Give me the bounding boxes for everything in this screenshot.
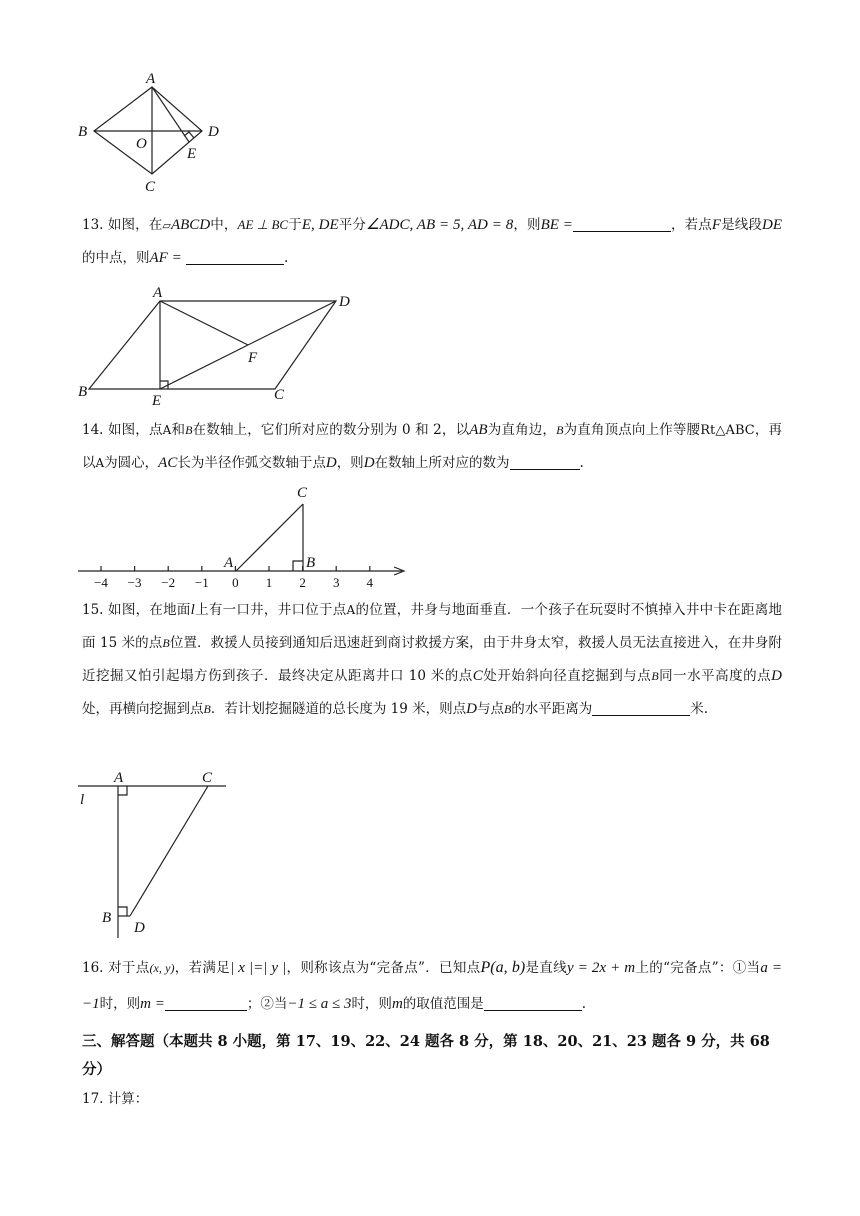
answer-blank-16a[interactable] xyxy=(165,994,247,1011)
label-b: B xyxy=(102,910,112,926)
answer-blank-13b[interactable] xyxy=(186,248,284,265)
label-d: D xyxy=(134,920,145,936)
tick-label: −3 xyxy=(127,575,142,590)
question-16: 16. 对于点(x, y)，若满足| x |=| y |，则称该点为“完备点”．已知点P(a, b)是直线y = 2x + m上的“完备点”：①当a = −1时，则m = ；②当−1 ≤ a ≤ 3时，则m的取值范围是 . xyxy=(82,959,783,1012)
figure-q12-rhombus xyxy=(74,70,234,198)
q16-number: 16. xyxy=(82,960,104,976)
right-angle-mark-a xyxy=(118,786,127,795)
answer-blank-13a[interactable] xyxy=(573,215,671,232)
question-17: 17. 计算： xyxy=(82,1091,149,1107)
label-b: B xyxy=(78,124,88,140)
q13-number: 13. xyxy=(82,217,104,233)
q14-number: 14. xyxy=(82,422,104,438)
label-c: C xyxy=(297,485,308,501)
answer-blank-14[interactable] xyxy=(510,453,580,470)
question-13: 13. 如图，在▱ABCD中，AE ⊥ BC于E, DE平分∠ADC, AB = 5, AD = 8，则BE = ，若点F是线段DE的中点，则AF = . xyxy=(82,217,783,266)
tick-label: 4 xyxy=(366,575,374,590)
label-a: A xyxy=(146,71,156,87)
section-3-title: 三、解答题（本题共 8 小题，第 17、19、22、24 题各 8 分，第 18、20、21、23 题各 9 分，共 68 分） xyxy=(82,1033,770,1078)
label-c: C xyxy=(202,770,213,786)
figure-q14-number-line xyxy=(74,478,414,590)
label-a: A xyxy=(224,555,234,571)
label-a: A xyxy=(153,285,163,301)
figure-q15-well xyxy=(74,762,244,942)
question-14: 14. 如图，点A和B在数轴上，它们所对应的数分别为 0 和 2，以AB为直角边，B为直角顶点向上作等腰Rt△ABC，再以A为圆心，AC长为半径作弧交数轴于点D，则D在数轴上所对应的数为 . xyxy=(82,422,783,471)
tick-label: −4 xyxy=(94,575,108,590)
tick-label: 1 xyxy=(265,575,273,590)
answer-blank-15[interactable] xyxy=(592,699,690,716)
tick-label: 2 xyxy=(299,575,306,590)
label-a: A xyxy=(114,770,124,786)
tick-label: 3 xyxy=(332,575,340,590)
tunnel-cd xyxy=(130,786,208,916)
q17-number: 17. xyxy=(82,1091,104,1107)
tick-label: −2 xyxy=(161,575,176,590)
label-l: l xyxy=(80,792,85,808)
parallelogram-symbol: ▱ xyxy=(162,219,171,232)
right-angle-mark-b xyxy=(293,561,303,571)
label-e: E xyxy=(187,146,197,162)
question-15: 15. 如图，在地面l上有一口井，井口位于点A的位置，井身与地面垂直．一个孩子在玩耍时不慎掉入井中卡在距离地面 15 米的点B位置．救援人员接到通知后迅速赶到商讨救援方案，由于井身太窄，救援人员无法直接进入，在井身附近挖掘又怕引起塌方伤到孩子．最终决定从距离井口 10 米的点C处开始斜向径直挖掘到与点B同一水平高度的点D处，再横向挖掘到点B．若计划挖掘隧道的总长度为 19 米，则点D与点B的水平距离为 米. xyxy=(82,602,783,717)
answer-blank-16b[interactable] xyxy=(484,994,582,1011)
number-line-ticks xyxy=(94,566,373,590)
label-e: E xyxy=(152,393,162,409)
segment-af xyxy=(160,301,248,345)
label-d: D xyxy=(339,294,350,310)
label-f: F xyxy=(248,350,258,366)
label-d: D xyxy=(208,124,219,140)
label-c: C xyxy=(145,179,156,195)
label-b: B xyxy=(306,555,316,571)
label-b: B xyxy=(78,384,88,400)
figure-q13-parallelogram xyxy=(74,280,374,410)
tick-label: −1 xyxy=(194,575,209,590)
label-o: O xyxy=(136,136,147,152)
tick-label: 0 xyxy=(232,575,239,590)
q15-number: 15. xyxy=(82,602,104,618)
parallelogram-outline xyxy=(89,301,336,389)
label-c: C xyxy=(274,387,285,403)
right-angle-mark-b xyxy=(118,907,127,916)
